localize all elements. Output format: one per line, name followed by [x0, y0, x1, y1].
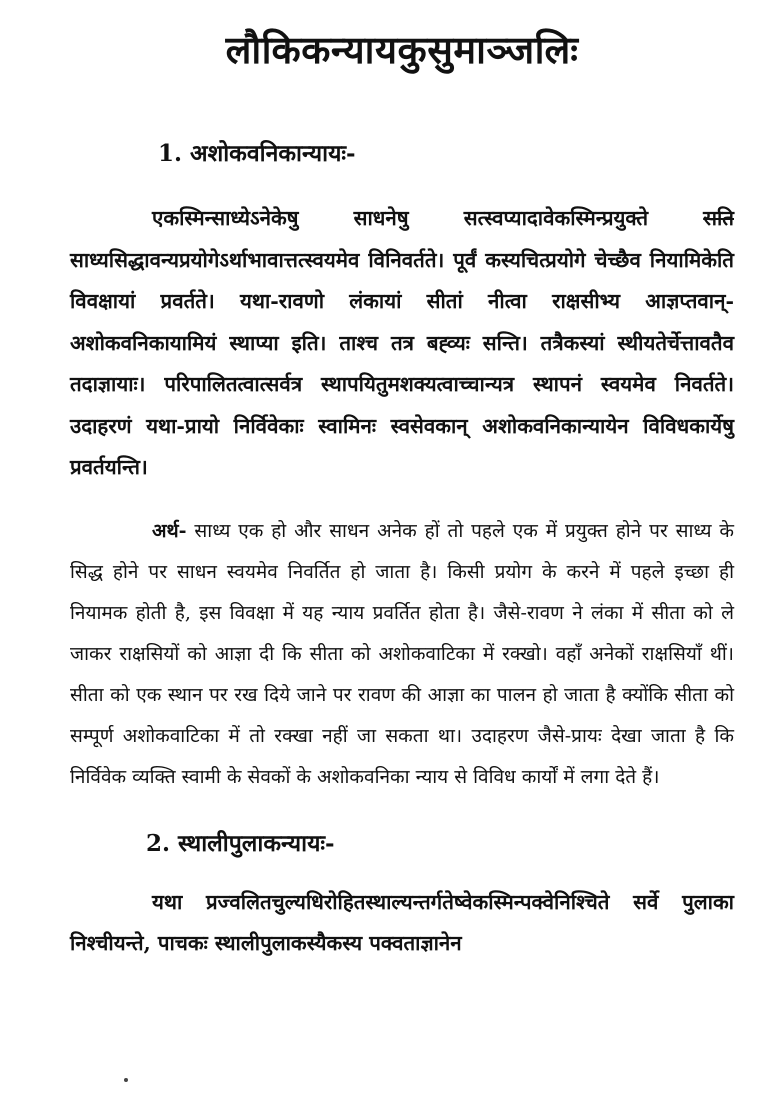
sanskrit-text-part1: एकस्मिन्साध्येऽनेकेषु साधनेषु सत्स्वप्यादावेकस्मिन्प्रयुक्ते	[152, 206, 704, 230]
sanskrit-text-part2: साध्यसिद्धावन्यप्रयोगेऽर्थाभावात्तत्स्वयमेव विनिवर्तते। पूर्वं कस्यचित्प्रयोगे चेच्छैव नियामिकेति विवक्षायां प्रवर्तते। यथा-रावणो लंकायां सीतां नीत्वा राक्षसीभ्य आज्ञप्तवान्-अशोकवनिकायामियं स्थाप्या इति। ताश्च तत्र बह्व्यः सन्ति। तत्रैकस्यां स्थीयतेर्चेत्तावतैव तदाज्ञायाः। परिपालितत्वात्सर्वत्र स्थापयितुमशक्यत्वाच्चान्यत्र स्थापनं स्वयमेव निवर्तते। उदाहरणं यथा-प्रायो निर्विवेकाः स्वामिनः स्वसेवकान् अशोकवनिकान्यायेन विविधकार्येषु प्रवर्तयन्ति।	[70, 247, 734, 479]
sanskrit-paragraph	[70, 198, 734, 489]
section-heading: 1. अशोकवनिकान्यायः-	[158, 140, 356, 167]
meaning-label: अर्थ-	[152, 519, 187, 542]
page-title: लौकिकन्यायकुसुमाञ्जलिः	[225, 27, 579, 72]
scan-dot	[124, 1078, 128, 1082]
hindi-meaning-paragraph	[70, 511, 734, 798]
section-sthalipulaka-nyaya	[70, 828, 734, 965]
section-heading: 2. स्थालीपुलाकन्यायः-	[146, 829, 335, 857]
section-ashokavanika-nyaya	[70, 138, 734, 798]
struck-word: सति	[703, 206, 734, 230]
sanskrit-paragraph: यथा प्रज्वलितचुल्यधिरोहितस्थाल्यन्तर्गतेष्वेकस्मिन्पक्वेनिश्चिते सर्वे पुलाका निश्चीयन्ते, पाचकः स्थालीपुलाकस्यैकस्य पक्वताज्ञानेन	[70, 889, 734, 955]
meaning-text: साध्य एक हो और साधन अनेक हों तो पहले एक में प्रयुक्त होने पर साध्य के सिद्ध होने पर साधन स्वयमेव निवर्तित हो जाता है। किसी प्रयोग के करने में पहले इच्छा ही नियामक होती है, इस विवक्षा में यह न्याय प्रवर्तित होता है। जैसे-रावण ने लंका में सीता को ले जाकर राक्षसियों को आज्ञा दी कि सीता को अशोकवाटिका में रक्खो। वहाँ अनेकों राक्षसियाँ थीं। सीता को एक स्थान पर रख दिये जाने पर रावण की आज्ञा का पालन हो जाता है क्योंकि सीता को सम्पूर्ण अशोकवाटिका में तो रक्खा नहीं जा सकता था। उदाहरण जैसे-प्रायः देखा जाता है कि निर्विवेक व्यक्ति स्वामी के सेवकों के अशोकवनिका न्याय से विविध कार्यों में लगा देते हैं।	[70, 519, 734, 788]
